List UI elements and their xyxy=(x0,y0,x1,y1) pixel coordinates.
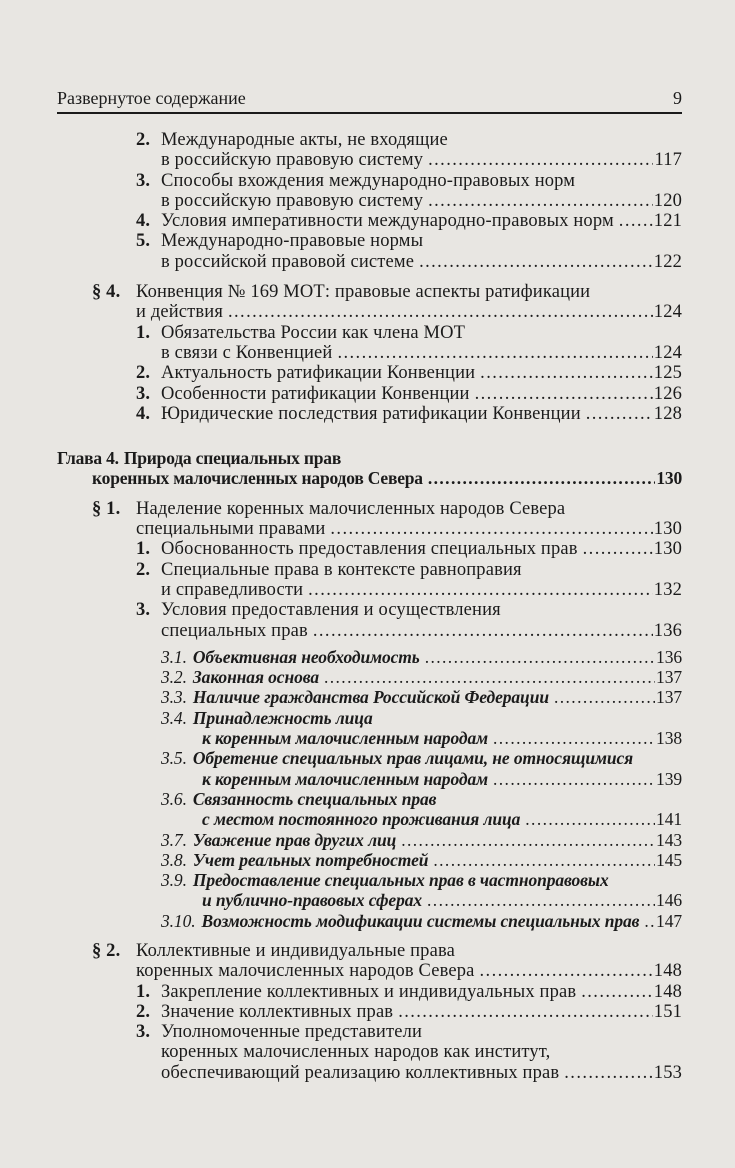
entry-page: 130 xyxy=(656,468,682,489)
entry-line xyxy=(161,323,682,343)
entry-line xyxy=(161,384,682,404)
entry-text: Возможность модификации системы специальных прав xyxy=(201,910,640,931)
toc-entry-item xyxy=(57,560,682,601)
dot-leader xyxy=(313,621,653,641)
entry-number: 4. xyxy=(136,403,151,424)
entry-text: коренных малочисленных народов как институт, xyxy=(161,1042,551,1063)
entry-text: Условия предоставления и осуществления xyxy=(161,600,501,621)
entry-line xyxy=(161,982,682,1002)
toc-entry-item xyxy=(57,323,682,364)
toc-entry-item xyxy=(57,363,682,383)
entry-text: специальных прав xyxy=(161,620,308,641)
entry-line xyxy=(161,667,682,687)
dot-leader xyxy=(401,830,655,850)
entry-line xyxy=(161,1022,682,1042)
entry-line xyxy=(161,687,682,707)
entry-number: 3.5. xyxy=(161,748,187,769)
dot-leader xyxy=(398,1002,653,1022)
dot-leader xyxy=(493,728,655,748)
entry-text: Законная основа xyxy=(192,667,319,688)
entry-text: специальными правами xyxy=(136,519,326,540)
dot-leader xyxy=(428,191,653,211)
entry-text: обеспечивающий реализацию коллективных прав xyxy=(161,1062,560,1083)
entry-line xyxy=(161,211,682,231)
entry-page: 130 xyxy=(653,539,682,560)
entry-line xyxy=(161,708,682,728)
entry-line xyxy=(161,621,682,641)
dot-leader xyxy=(619,211,653,231)
toc-entry-item xyxy=(57,171,682,212)
entry-page: 136 xyxy=(656,646,682,667)
entry-text: Коллективные и индивидуальные права xyxy=(136,940,455,961)
dot-leader xyxy=(581,982,653,1002)
entry-number: 2. xyxy=(136,1001,151,1022)
entry-page: 153 xyxy=(653,1062,682,1083)
entry-text: Природа специальных прав xyxy=(123,448,342,469)
toc-entry-section xyxy=(57,282,682,323)
entry-number: § 1. xyxy=(92,498,121,519)
entry-page: 124 xyxy=(653,302,682,323)
dot-leader xyxy=(337,343,652,363)
entry-page: 117 xyxy=(654,150,682,171)
toc-entry-item xyxy=(57,211,682,231)
dot-leader xyxy=(228,302,653,322)
entry-text: Конвенция № 169 МОТ: правовые аспекты ратификации xyxy=(136,282,591,303)
dot-leader xyxy=(554,687,655,707)
entry-line xyxy=(161,171,682,191)
entry-page: 137 xyxy=(656,687,682,708)
dot-leader xyxy=(583,539,653,559)
toc-entry-sub xyxy=(57,870,682,911)
entry-line xyxy=(161,728,682,748)
entry-text: Актуальность ратификации Конвенции xyxy=(161,363,476,384)
entry-text: к коренным малочисленным народам xyxy=(202,768,488,789)
entry-page: 148 xyxy=(653,981,682,1002)
toc-entry-sub xyxy=(57,850,682,870)
entry-text: к коренным малочисленным народам xyxy=(202,728,488,749)
entry-page: 151 xyxy=(653,1001,682,1022)
toc-entry-sub xyxy=(57,911,682,931)
toc-entry-item xyxy=(57,384,682,404)
entry-text: Предоставление специальных прав в частноправовых xyxy=(192,870,609,891)
entry-text: Обязательства России как члена МОТ xyxy=(161,322,466,343)
toc-entry-sub xyxy=(57,830,682,850)
entry-line xyxy=(161,830,682,850)
entry-number: 1. xyxy=(136,981,151,1002)
entry-line xyxy=(161,404,682,424)
entry-page: 148 xyxy=(653,961,682,982)
toc-entry-item xyxy=(57,600,682,641)
entry-line xyxy=(161,539,682,559)
entry-number: 3.10. xyxy=(161,910,196,931)
entry-number: 2. xyxy=(136,559,151,580)
entry-line xyxy=(136,302,682,322)
entry-number: 3.3. xyxy=(161,687,187,708)
entry-text: в связи с Конвенцией xyxy=(161,342,333,363)
entry-page: 120 xyxy=(653,190,682,211)
entry-line xyxy=(161,343,682,363)
entry-line xyxy=(136,961,682,981)
entry-line xyxy=(161,1063,682,1083)
entry-text: и справедливости xyxy=(161,579,304,600)
entry-text: Международные акты, не входящие xyxy=(161,130,448,150)
entry-text: Уполномоченные представители xyxy=(161,1022,422,1043)
entry-text: Способы вхождения международно-правовых норм xyxy=(161,170,576,191)
dot-leader xyxy=(480,363,653,383)
entry-number: 3.9. xyxy=(161,870,187,891)
entry-text: в российской правовой системе xyxy=(161,251,415,272)
toc-entry-item xyxy=(57,539,682,559)
entry-text: Объективная необходимость xyxy=(192,646,420,667)
entry-line xyxy=(161,809,682,829)
entry-text: Значение коллективных прав xyxy=(161,1001,394,1022)
entry-page: 128 xyxy=(653,403,682,424)
dot-leader xyxy=(330,519,652,539)
entry-number: § 2. xyxy=(92,940,121,961)
dot-leader xyxy=(324,667,655,687)
dot-leader xyxy=(586,404,653,424)
entry-text: Закрепление коллективных и индивидуальных прав xyxy=(161,981,577,1002)
entry-page: 145 xyxy=(656,849,682,870)
entry-line xyxy=(136,282,682,302)
entry-line xyxy=(161,580,682,600)
entry-line xyxy=(161,600,682,620)
entry-text: Международно-правовые нормы xyxy=(161,231,424,252)
entry-text: и публично-правовых сферах xyxy=(202,890,423,911)
toc-entry-sub xyxy=(57,708,682,749)
entry-number: 5. xyxy=(136,231,151,252)
dot-leader xyxy=(480,961,653,981)
dot-leader xyxy=(425,647,655,667)
toc-entry-item xyxy=(57,404,682,424)
header-title: Развернутое содержание xyxy=(57,88,246,108)
entry-line xyxy=(161,789,682,809)
entry-page: 124 xyxy=(653,342,682,363)
dot-leader xyxy=(564,1063,653,1083)
entry-number: 3.7. xyxy=(161,829,187,850)
entry-text: Принадлежность лица xyxy=(192,707,373,728)
toc-entry-chapter xyxy=(57,448,682,489)
entry-page: 146 xyxy=(656,890,682,911)
entry-text: Обретение специальных прав лицами, не относящимися xyxy=(192,748,634,769)
toc-entry-section xyxy=(57,499,682,540)
dot-leader xyxy=(419,252,653,272)
toc-entry-sub xyxy=(57,667,682,687)
entry-line xyxy=(161,911,682,931)
table-of-contents xyxy=(57,130,682,1083)
entry-line xyxy=(161,191,682,211)
entry-line xyxy=(161,850,682,870)
toc-entry-section xyxy=(57,941,682,982)
dot-leader xyxy=(308,580,653,600)
toc-entry-item xyxy=(57,982,682,1002)
entry-page: 143 xyxy=(656,829,682,850)
dot-leader xyxy=(493,769,655,789)
entry-text: Специальные права в контексте равноправия xyxy=(161,559,522,580)
entry-number: 3.4. xyxy=(161,707,187,728)
entry-page: 141 xyxy=(656,809,682,830)
page-number: 9 xyxy=(673,88,682,108)
entry-text: Наделение коренных малочисленных народов Севера xyxy=(136,498,566,519)
entry-text: Уважение прав других лиц xyxy=(192,829,397,850)
entry-text: в российскую правовую систему xyxy=(161,190,424,211)
entry-number: Глава 4. xyxy=(57,448,119,469)
entry-page: 122 xyxy=(653,251,682,272)
entry-number: 2. xyxy=(136,130,151,150)
entry-line xyxy=(57,448,682,468)
entry-number: 1. xyxy=(136,539,151,560)
dot-leader xyxy=(427,890,655,910)
dot-leader xyxy=(644,911,655,931)
entry-number: § 4. xyxy=(92,282,121,303)
entry-number: 3.8. xyxy=(161,849,187,870)
entry-text: Учет реальных потребностей xyxy=(192,849,429,870)
entry-page: 132 xyxy=(653,579,682,600)
entry-page: 130 xyxy=(653,519,682,540)
toc-entry-sub xyxy=(57,789,682,830)
entry-line xyxy=(136,499,682,519)
entry-line xyxy=(136,941,682,961)
entry-text: Юридические последствия ратификации Конвенции xyxy=(161,403,581,424)
entry-text: Обоснованность предоставления специальных прав xyxy=(161,539,578,560)
entry-number: 3. xyxy=(136,600,151,621)
entry-page: 121 xyxy=(653,211,682,232)
entry-line xyxy=(161,1002,682,1022)
running-header xyxy=(57,86,682,114)
entry-line xyxy=(161,130,682,150)
entry-page: 125 xyxy=(653,363,682,384)
toc-entry-sub xyxy=(57,687,682,707)
entry-text: в российскую правовую систему xyxy=(161,150,424,171)
toc-entry-sub xyxy=(57,748,682,789)
entry-line xyxy=(161,252,682,272)
toc-entry-item xyxy=(57,1022,682,1083)
entry-line xyxy=(161,647,682,667)
entry-page: 147 xyxy=(656,910,682,931)
entry-line xyxy=(161,363,682,383)
entry-line xyxy=(57,468,682,488)
entry-line xyxy=(136,519,682,539)
entry-text: Условия императивности международно-правовых норм xyxy=(161,211,614,232)
entry-line xyxy=(161,890,682,910)
entry-line xyxy=(161,231,682,251)
entry-line xyxy=(161,769,682,789)
entry-number: 2. xyxy=(136,363,151,384)
entry-line xyxy=(161,748,682,768)
entry-line xyxy=(161,1042,682,1062)
entry-number: 3. xyxy=(136,170,151,191)
entry-page: 137 xyxy=(656,667,682,688)
entry-page: 139 xyxy=(656,768,682,789)
entry-number: 3.1. xyxy=(161,646,187,667)
toc-entry-item xyxy=(57,130,682,171)
entry-number: 3. xyxy=(136,383,151,404)
entry-text: коренных малочисленных народов Севера xyxy=(136,961,475,982)
dot-leader xyxy=(475,384,653,404)
entry-line xyxy=(161,150,682,170)
entry-number: 3.6. xyxy=(161,788,187,809)
dot-leader xyxy=(428,150,653,170)
entry-text: с местом постоянного проживания лица xyxy=(202,809,521,830)
entry-text: Связанность специальных прав xyxy=(192,788,437,809)
entry-number: 3. xyxy=(136,1022,151,1043)
entry-text: и действия xyxy=(136,302,223,323)
dot-leader xyxy=(433,850,655,870)
toc-entry-sub xyxy=(57,647,682,667)
entry-line xyxy=(161,560,682,580)
toc-entry-item xyxy=(57,1002,682,1022)
dot-leader xyxy=(428,468,655,488)
entry-page: 136 xyxy=(653,620,682,641)
entry-page: 126 xyxy=(653,383,682,404)
entry-line xyxy=(161,870,682,890)
entry-text: Особенности ратификации Конвенции xyxy=(161,383,470,404)
entry-text: коренных малочисленных народов Севера xyxy=(92,468,423,489)
dot-leader xyxy=(525,809,655,829)
entry-page: 138 xyxy=(656,728,682,749)
toc-entry-item xyxy=(57,231,682,272)
entry-number: 1. xyxy=(136,322,151,343)
entry-number: 4. xyxy=(136,211,151,232)
entry-number: 3.2. xyxy=(161,667,187,688)
entry-text: Наличие гражданства Российской Федерации xyxy=(192,687,549,708)
